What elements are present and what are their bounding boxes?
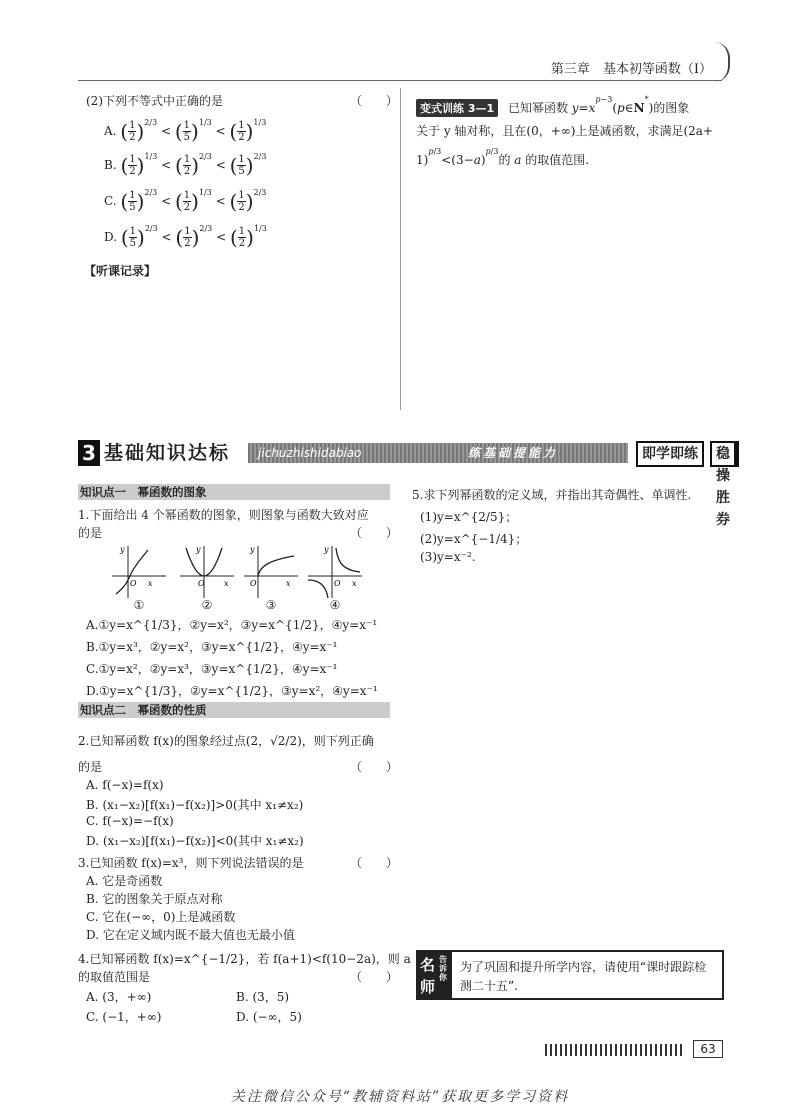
graph-label-2: ② <box>201 598 213 612</box>
section-title: 基础知识达标 <box>104 442 231 464</box>
teacher-tip-box <box>416 950 724 1000</box>
q1-option-a: A.①y=x^{1/3}，②y=x²，③y=x^{1/2}，④y=x⁻¹ <box>86 618 378 632</box>
footer-watermark: 关注微信公众号“教辅资料站”获取更多学习资料 <box>230 1089 570 1105</box>
graph-label-3: ③ <box>265 598 277 612</box>
base-fraction: $\frac{1}{2}$ <box>238 190 245 213</box>
exponent: 2/3 <box>144 118 158 127</box>
q3-option-d: D. 它在定义域内既不最大值也无最小值 <box>86 928 295 942</box>
q4-paren: （ ） <box>350 970 399 984</box>
graph-1 <box>108 542 170 603</box>
svg-text:O: O <box>334 579 341 588</box>
q5-line-1: 5.求下列幂函数的定义域，并指出其奇偶性、单调性. <box>412 488 692 502</box>
header-rule <box>78 80 722 81</box>
q3-option-a: A. 它是奇函数 <box>86 874 163 888</box>
exponent: 1/3 <box>253 118 267 127</box>
base-fraction: $\frac{1}{2}$ <box>238 120 245 143</box>
q2-line-2: 的是 <box>78 760 103 774</box>
base-fraction: $\frac{1}{2}$ <box>184 226 191 249</box>
q4-option-b: B. (3，5) <box>236 990 290 1004</box>
knowledge-point-2: 知识点二 幂函数的性质 <box>78 702 390 718</box>
section-box-1: 即学即练 <box>636 441 704 467</box>
base-fraction: $\frac{1}{2}$ <box>238 226 246 249</box>
section-box-2: 稳操胜券 <box>710 441 739 467</box>
page-hatch-decoration <box>545 1044 685 1056</box>
q2-option-a: A. f(−x)=f(x) <box>86 778 164 792</box>
svg-text:O: O <box>198 579 205 588</box>
answer-paren: （ ） <box>350 94 399 108</box>
exponent: 1/3 <box>198 118 212 127</box>
q4-line-2: 的取值范围是 <box>78 970 151 984</box>
q2-option-b: B. (x₁−x₂)[f(x₁)−f(x₂)]>0(其中 x₁≠x₂) <box>86 798 304 812</box>
svg-text:O: O <box>250 579 257 588</box>
base-fraction: $\frac{1}{2}$ <box>183 154 191 177</box>
svg-text:x: x <box>286 579 291 588</box>
q5-item-2: (2)y=x^{−1/4}； <box>420 532 528 546</box>
base-fraction: $\frac{1}{5}$ <box>129 226 137 249</box>
graph-3 <box>240 542 302 603</box>
q2-option-c: C. f(−x)=−f(x) <box>86 814 174 828</box>
exponent: 2/3 <box>144 188 158 197</box>
exponent: 1/3 <box>198 188 212 197</box>
exponent: 2/3 <box>199 224 213 233</box>
option-label: C. <box>104 194 121 208</box>
base-fraction: $\frac{1}{5}$ <box>129 190 136 213</box>
column-divider <box>400 88 401 410</box>
q3-option-c: C. 它在(−∞，0)上是减函数 <box>86 910 236 924</box>
q2-option-d: D. (x₁−x₂)[f(x₁)−f(x₂)]<0(其中 x₁≠x₂) <box>86 834 304 848</box>
base-fraction: $\frac{1}{2}$ <box>129 120 136 143</box>
exponent: 2/3 <box>253 188 267 197</box>
q3-line-1: 3.已知函数 f(x)=x³，则下列说法错误的是 <box>78 856 304 870</box>
base-fraction: $\frac{1}{2}$ <box>183 190 191 213</box>
q4-option-a: A. (3，+∞) <box>86 990 152 1004</box>
knowledge-point-1: 知识点一 幂函数的图象 <box>78 484 390 500</box>
q1-option-c: C.①y=x²，②y=x³，③y=x^{1/2}，④y=x⁻¹ <box>86 662 338 676</box>
lecture-record-label: 【听课记录】 <box>84 264 157 278</box>
svg-text:x: x <box>148 579 153 588</box>
inequality-option-c: C. ( $\frac{1}{5}$ )$^{2/3}$ < ( $\frac{1}{2}$ )$^{1/3}$ < ( $\frac{1}{2}$ )$^{2/3}$ <box>104 188 267 214</box>
q2-stem: (2)下列不等式中正确的是 <box>86 94 223 108</box>
inequality-option-d: D. ( $\frac{1}{5}$ )$^{2/3}$ < ( $\frac{1}{2}$ )$^{2/3}$ < ( $\frac{1}{2}$ )$^{1/3}$ <box>104 224 267 250</box>
q1-line-2: 的是 <box>78 526 103 540</box>
svg-text:x: x <box>224 579 229 588</box>
q4-line-1: 4.已知幂函数 f(x)=x^{−1/2}，若 f(a+1)<f(10−2a)，则 a <box>78 952 411 966</box>
q1-option-b: B.①y=x³，②y=x²，③y=x^{1/2}，④y=x⁻¹ <box>86 640 338 654</box>
exponent: 2/3 <box>144 224 158 233</box>
svg-text:y: y <box>196 545 201 554</box>
q5-item-1: (1)y=x^{2/5}； <box>420 510 518 524</box>
base-fraction: $\frac{1}{2}$ <box>129 154 136 177</box>
teacher-tip-tag: 名 告诉你 师 <box>418 952 452 998</box>
exponent: 2/3 <box>253 152 267 161</box>
graph-2 <box>176 542 238 603</box>
svg-text:y: y <box>250 545 255 554</box>
variant-line-2: 关于 y 轴对称，且在(0，+∞)上是减函数，求满足(2a+ <box>416 124 713 138</box>
q3-paren: （ ） <box>350 856 399 870</box>
inequality-option-b: B. ( $\frac{1}{2}$ )$^{1/3}$ < ( $\frac{1}{2}$ )$^{2/3}$ < ( $\frac{1}{5}$ )$^{2/3}$ <box>104 152 267 178</box>
header-decoration <box>714 42 730 82</box>
svg-text:O: O <box>130 579 137 588</box>
graph-label-1: ① <box>133 598 145 612</box>
q4-option-d: D. (−∞，5) <box>236 1010 302 1024</box>
chapter-header: 第三章 基本初等函数（Ⅰ） <box>550 62 712 77</box>
base-fraction: $\frac{1}{5}$ <box>238 154 245 177</box>
exponent: 1/3 <box>144 152 158 161</box>
q2-line-1: 2.已知幂函数 f(x)的图象经过点(2，√2/2)，则下列正确 <box>78 734 374 748</box>
section-number: 3 <box>78 440 100 466</box>
section-pinyin: jichuzhishidabiao <box>248 443 628 463</box>
page-number: 63 <box>693 1040 723 1058</box>
teacher-tip-text: 为了巩固和提升所学内容，请使用“课时跟踪检测二十五”. <box>460 960 707 993</box>
q4-option-c: C. (−1，+∞) <box>86 1010 162 1024</box>
q2-paren: （ ） <box>350 760 399 774</box>
base-fraction: $\frac{1}{5}$ <box>183 120 191 143</box>
page-number-bar <box>545 1040 725 1058</box>
svg-text:x: x <box>352 579 357 588</box>
graph-label-4: ④ <box>329 598 341 612</box>
svg-text:y: y <box>120 545 125 554</box>
section-slogan: 练基础提能力 <box>468 446 559 460</box>
option-label: A. <box>104 124 121 138</box>
inequality-option-a: A. ( $\frac{1}{2}$ )$^{2/3}$ < ( $\frac{1}{5}$ )$^{1/3}$ < ( $\frac{1}{2}$ )$^{1/3}$ <box>104 118 267 144</box>
svg-text:y: y <box>324 545 329 554</box>
q1-option-d: D.①y=x^{1/3}，②y=x^{1/2}，③y=x²，④y=x⁻¹ <box>86 684 378 698</box>
graph-4 <box>304 542 366 603</box>
exponent: 1/3 <box>253 224 267 233</box>
variant-line-3: $1)^{p/3}<(3-a)^{p/3}$的 a 的取值范围. <box>416 147 590 167</box>
exponent: 2/3 <box>199 152 212 161</box>
option-label: D. <box>104 230 121 244</box>
option-label: B. <box>104 158 121 172</box>
q1-line-1: 1.下面给出 4 个幂函数的图象，则图象与函数大致对应 <box>78 508 369 522</box>
variant-line-1: 已知幂函数 $y=x^{p-3}(p\in N^*)$的图象 <box>507 95 690 115</box>
variant-training-badge: 变式训练 3—1 <box>416 99 498 117</box>
q3-option-b: B. 它的图象关于原点对称 <box>86 892 223 906</box>
q1-paren: （ ） <box>350 526 399 540</box>
q5-item-3: (3)y=x⁻². <box>420 550 476 564</box>
